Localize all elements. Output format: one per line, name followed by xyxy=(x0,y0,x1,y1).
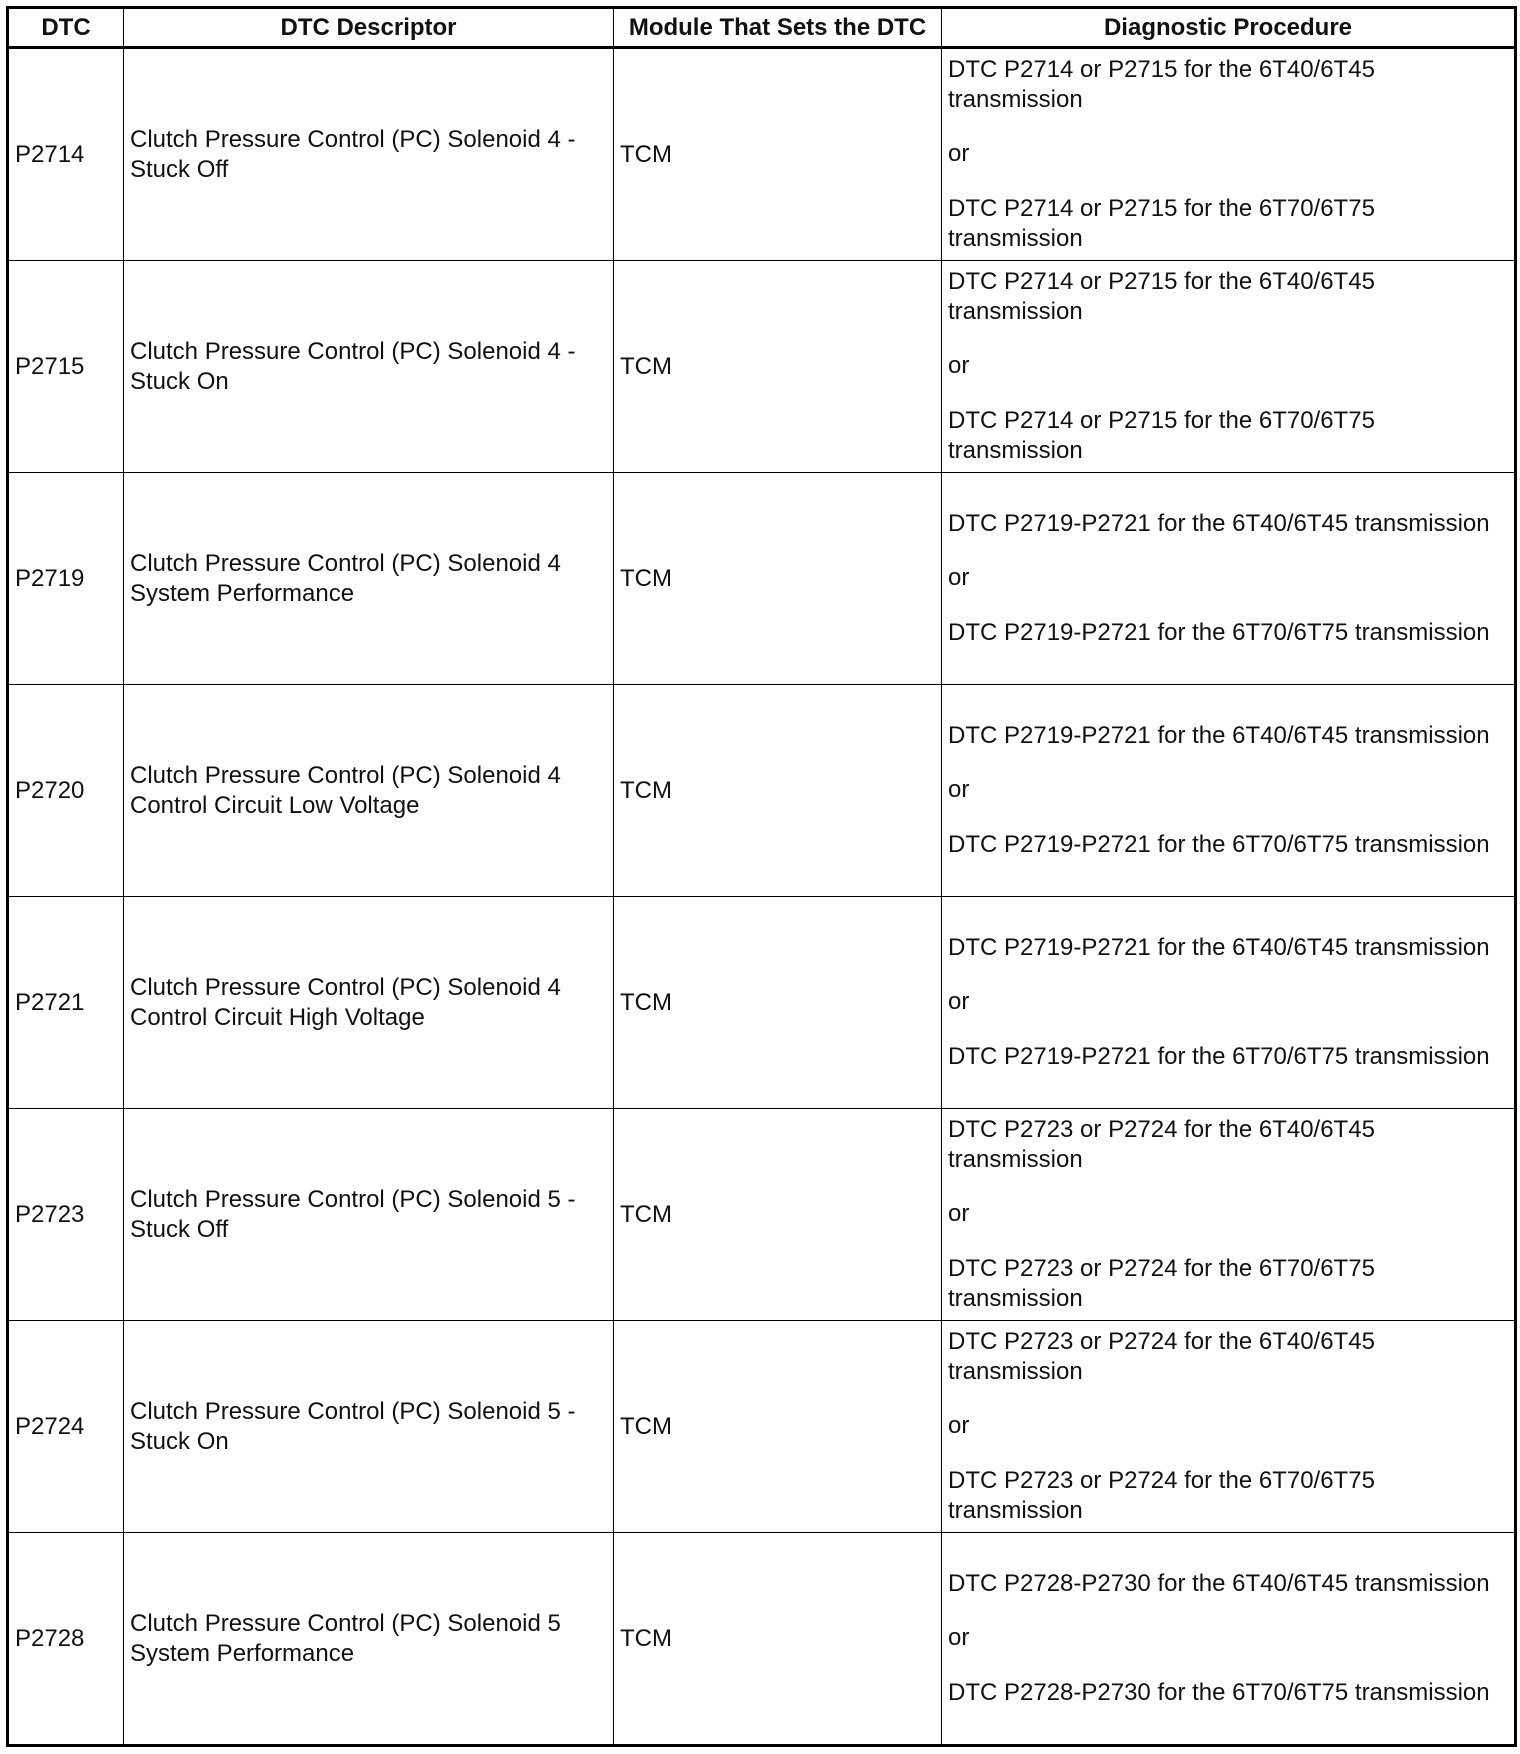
header-descriptor: DTC Descriptor xyxy=(124,8,614,48)
dtc-code: P2720 xyxy=(8,685,124,897)
procedure-or: or xyxy=(948,1200,970,1227)
descriptor-line: System Performance xyxy=(130,1639,355,1667)
procedure-link[interactable]: DTC P2728-P2730 for the 6T40/6T45 transmission xyxy=(948,1570,1490,1597)
table-row xyxy=(8,1321,1516,1533)
dtc-descriptor xyxy=(124,48,614,261)
procedure-link[interactable]: DTC P2719-P2721 for the 6T40/6T45 transmission xyxy=(948,722,1490,749)
procedure-link[interactable]: DTC P2714 or P2715 for the 6T40/6T45 transmission xyxy=(948,268,1375,325)
descriptor-line: Stuck Off xyxy=(130,1215,229,1243)
module-name: TCM xyxy=(614,1533,942,1746)
descriptor-line: System Performance xyxy=(130,579,355,607)
header-dtc: DTC xyxy=(8,8,124,48)
procedure-link[interactable]: DTC P2714 or P2715 for the 6T70/6T75 transmission xyxy=(948,195,1375,252)
module-name: TCM xyxy=(614,897,942,1109)
descriptor-line: Clutch Pressure Control (PC) Solenoid 5 xyxy=(130,1609,561,1637)
module-name: TCM xyxy=(614,1321,942,1533)
dtc-code: P2715 xyxy=(8,261,124,473)
procedure-link[interactable]: DTC P2723 or P2724 for the 6T40/6T45 transmission xyxy=(948,1328,1375,1385)
table-row xyxy=(8,473,1516,685)
diagnostic-procedure xyxy=(942,1109,1516,1321)
procedure-link[interactable]: DTC P2719-P2721 for the 6T70/6T75 transmission xyxy=(948,619,1490,646)
procedure-or: or xyxy=(948,988,970,1015)
header-row xyxy=(8,8,1516,48)
module-name: TCM xyxy=(614,261,942,473)
dtc-code: P2723 xyxy=(8,1109,124,1321)
descriptor-line: Stuck On xyxy=(130,367,229,395)
dtc-descriptor xyxy=(124,473,614,685)
header-module: Module That Sets the DTC xyxy=(614,8,942,48)
diagnostic-procedure xyxy=(942,473,1516,685)
dtc-descriptor xyxy=(124,1321,614,1533)
procedure-link[interactable]: DTC P2728-P2730 for the 6T70/6T75 transmission xyxy=(948,1679,1490,1706)
diagnostic-procedure xyxy=(942,685,1516,897)
table-row xyxy=(8,48,1516,261)
dtc-code: P2724 xyxy=(8,1321,124,1533)
procedure-or: or xyxy=(948,1412,970,1439)
procedure-or: or xyxy=(948,1624,970,1651)
procedure-link[interactable]: DTC P2719-P2721 for the 6T40/6T45 transmission xyxy=(948,934,1490,961)
diagnostic-procedure xyxy=(942,1533,1516,1746)
dtc-code: P2719 xyxy=(8,473,124,685)
module-name: TCM xyxy=(614,473,942,685)
procedure-link[interactable]: DTC P2714 or P2715 for the 6T70/6T75 transmission xyxy=(948,407,1375,464)
descriptor-line: Clutch Pressure Control (PC) Solenoid 4 - xyxy=(130,125,576,153)
dtc-descriptor xyxy=(124,685,614,897)
descriptor-line: Clutch Pressure Control (PC) Solenoid 4 xyxy=(130,761,561,789)
table-row xyxy=(8,261,1516,473)
dtc-code: P2728 xyxy=(8,1533,124,1746)
table-header xyxy=(8,8,1516,48)
descriptor-line: Control Circuit Low Voltage xyxy=(130,791,420,819)
descriptor-line: Clutch Pressure Control (PC) Solenoid 4 - xyxy=(130,337,576,365)
procedure-link[interactable]: DTC P2719-P2721 for the 6T70/6T75 transmission xyxy=(948,1043,1490,1070)
procedure-link[interactable]: DTC P2719-P2721 for the 6T70/6T75 transmission xyxy=(948,831,1490,858)
descriptor-line: Clutch Pressure Control (PC) Solenoid 4 xyxy=(130,973,561,1001)
dtc-code: P2714 xyxy=(8,48,124,261)
procedure-or: or xyxy=(948,564,970,591)
procedure-or: or xyxy=(948,140,970,167)
descriptor-line: Clutch Pressure Control (PC) Solenoid 5 - xyxy=(130,1397,576,1425)
dtc-descriptor xyxy=(124,897,614,1109)
table-row xyxy=(8,1533,1516,1746)
procedure-or: or xyxy=(948,352,970,379)
dtc-descriptor xyxy=(124,1109,614,1321)
descriptor-line: Stuck Off xyxy=(130,155,229,183)
module-name: TCM xyxy=(614,1109,942,1321)
descriptor-line: Clutch Pressure Control (PC) Solenoid 4 xyxy=(130,549,561,577)
header-procedure: Diagnostic Procedure xyxy=(942,8,1516,48)
dtc-descriptor xyxy=(124,1533,614,1746)
table-row xyxy=(8,1109,1516,1321)
diagnostic-procedure xyxy=(942,261,1516,473)
diagnostic-procedure xyxy=(942,1321,1516,1533)
descriptor-line: Clutch Pressure Control (PC) Solenoid 5 - xyxy=(130,1185,576,1213)
dtc-table xyxy=(6,6,1517,1747)
procedure-link[interactable]: DTC P2719-P2721 for the 6T40/6T45 transmission xyxy=(948,510,1490,537)
descriptor-line: Control Circuit High Voltage xyxy=(130,1003,425,1031)
procedure-link[interactable]: DTC P2714 or P2715 for the 6T40/6T45 transmission xyxy=(948,56,1375,113)
table-row xyxy=(8,897,1516,1109)
descriptor-line: Stuck On xyxy=(130,1427,229,1455)
dtc-descriptor xyxy=(124,261,614,473)
procedure-or: or xyxy=(948,776,970,803)
module-name: TCM xyxy=(614,685,942,897)
dtc-code: P2721 xyxy=(8,897,124,1109)
procedure-link[interactable]: DTC P2723 or P2724 for the 6T70/6T75 transmission xyxy=(948,1467,1375,1524)
table-body xyxy=(8,48,1516,1746)
procedure-link[interactable]: DTC P2723 or P2724 for the 6T70/6T75 transmission xyxy=(948,1255,1375,1312)
procedure-link[interactable]: DTC P2723 or P2724 for the 6T40/6T45 transmission xyxy=(948,1116,1375,1173)
diagnostic-procedure xyxy=(942,48,1516,261)
table-row xyxy=(8,685,1516,897)
module-name: TCM xyxy=(614,48,942,261)
diagnostic-procedure xyxy=(942,897,1516,1109)
